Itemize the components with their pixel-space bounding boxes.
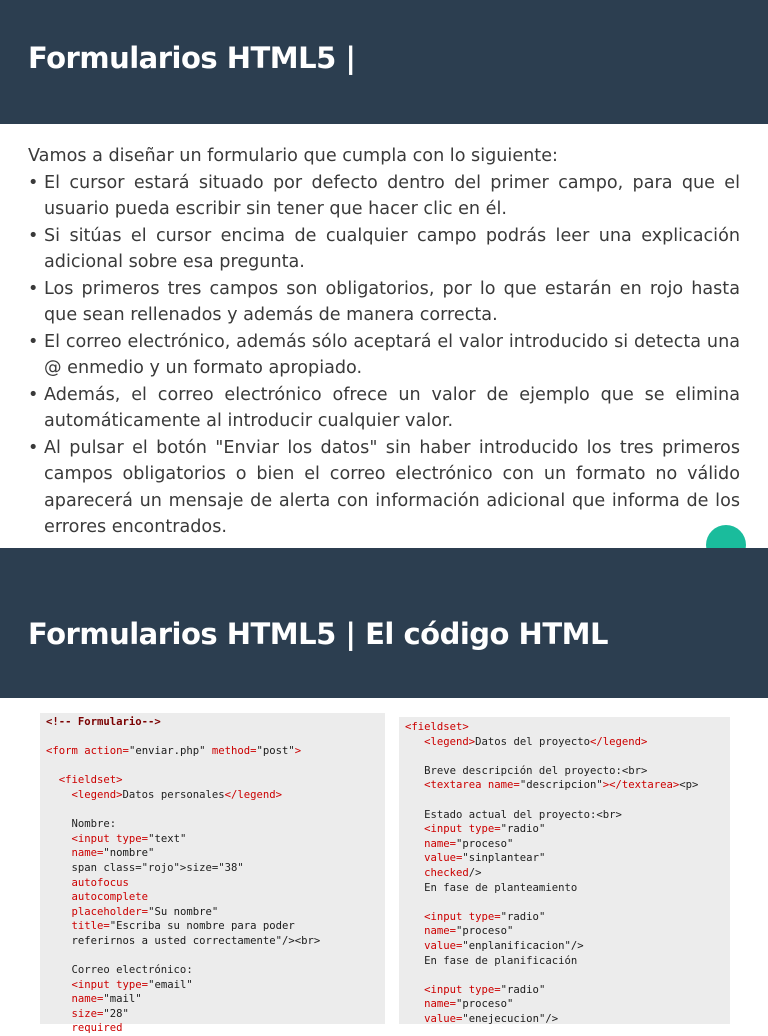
code-token: Datos del proyecto [475, 735, 590, 748]
code-token: "Su nombre" [148, 905, 219, 918]
code-token: type= [116, 832, 149, 845]
code-token: <legend> [46, 788, 123, 801]
code-token: action= [84, 745, 129, 758]
code-token: autofocus [46, 876, 129, 889]
code-line [405, 735, 730, 750]
code-token: name= [405, 998, 457, 1011]
code-line [405, 954, 730, 969]
code-token: "mail" [103, 993, 142, 1006]
code-token: <form [46, 745, 85, 758]
code-token: /> [468, 866, 482, 879]
code-token: "enviar.php" [128, 745, 212, 758]
code-token: name= [405, 837, 457, 850]
code-token: <p> [679, 779, 699, 792]
code-token: type= [468, 823, 501, 836]
code-token: "proceso" [456, 998, 514, 1011]
slide2-title: Formularios HTML5 | El código HTML [28, 617, 608, 651]
code-line [46, 1007, 385, 1022]
code-token: name= [46, 847, 104, 860]
code-line [46, 803, 385, 818]
code-token: <legend> [405, 735, 476, 748]
code-token: <input [405, 910, 469, 923]
code-line [46, 1021, 385, 1036]
code-line [405, 866, 730, 881]
code-token: Estado actual del proyecto:<br> [405, 808, 622, 821]
code-line [46, 730, 385, 745]
code-token: "post" [256, 745, 295, 758]
code-token: value= [405, 1012, 463, 1025]
code-line [46, 846, 385, 861]
intro-paragraph: Vamos a diseñar un formulario que cumpla con lo siguiente: [28, 146, 558, 166]
code-token: <input [46, 832, 117, 845]
code-token: En fase de planteamiento [405, 881, 578, 894]
code-token: "enejecucion"/> [462, 1012, 559, 1025]
code-token: "28" [103, 1007, 129, 1020]
list-item: • El cursor estará situado por defecto dentro del primer campo, para que el usuario pueda escribir sin tener que hacer clic en él. [28, 170, 740, 223]
code-token: "radio" [500, 983, 546, 996]
code-line [46, 876, 385, 891]
code-line [46, 890, 385, 905]
list-item: • Además, el correo electrónico ofrece un valor de ejemplo que se elimina automáticamente al introducir cualquier valor. [28, 382, 740, 435]
code-token: autocomplete [46, 891, 149, 904]
code-token: > [294, 745, 302, 758]
code-line [46, 715, 385, 730]
code-token: "email" [148, 978, 193, 991]
code-token: "enplanificacion"/> [462, 939, 584, 952]
code-line [46, 759, 385, 774]
code-line [46, 905, 385, 920]
code-token: title= [46, 920, 110, 933]
code-token: En fase de planificación [405, 954, 578, 967]
slide2-header [0, 548, 768, 698]
code-token: checked [405, 866, 469, 879]
code-line [405, 778, 730, 793]
list-item: • Si sitúas el cursor encima de cualquier campo podrás leer una explicación adicional sobre esa pregunta. [28, 223, 740, 276]
code-token: <!-- Formulario--> [46, 716, 161, 728]
code-token: "text" [148, 832, 187, 845]
code-line [405, 837, 730, 852]
code-line [405, 793, 730, 808]
code-token: name= [46, 993, 104, 1006]
code-token: "sinplantear" [462, 852, 546, 865]
code-token: method= [211, 745, 257, 758]
code-line [46, 978, 385, 993]
code-token: "nombre" [103, 847, 155, 860]
code-line [46, 934, 385, 949]
slide1-header [0, 0, 768, 124]
slide1-title: Formularios HTML5 | [28, 41, 356, 75]
code-token: "proceso" [456, 837, 514, 850]
code-line [46, 919, 385, 934]
code-token: name= [405, 925, 457, 938]
code-line [405, 749, 730, 764]
list-item: • Los primeros tres campos son obligatorios, por lo que estarán en rojo hasta que sean rellenados y además de manera correcta. [28, 276, 740, 329]
code-token: "descripcion" [519, 779, 603, 792]
code-token: <input [405, 983, 469, 996]
code-token: Nombre: [46, 818, 117, 831]
code-line [405, 983, 730, 998]
requirements-list [28, 170, 740, 541]
code-token: "radio" [500, 823, 546, 836]
code-token: type= [116, 978, 149, 991]
code-line [405, 939, 730, 954]
code-line [46, 832, 385, 847]
code-token: type= [468, 910, 501, 923]
code-block-right [399, 717, 730, 1024]
code-line [46, 963, 385, 978]
code-token: Correo electrónico: [46, 964, 193, 977]
code-line [46, 861, 385, 876]
code-token: "Escriba su nombre para poder [109, 920, 295, 933]
code-line [46, 949, 385, 964]
code-line [46, 788, 385, 803]
code-token: Breve descripción del proyecto:<br> [405, 764, 648, 777]
code-token: value= [405, 939, 463, 952]
code-line [46, 992, 385, 1007]
code-line [405, 997, 730, 1012]
code-token: Datos personales [122, 788, 225, 801]
code-line [405, 881, 730, 896]
code-line [405, 720, 730, 735]
code-token: <fieldset> [46, 774, 123, 787]
code-line [405, 910, 730, 925]
code-line [405, 764, 730, 779]
code-line [405, 822, 730, 837]
code-line [405, 851, 730, 866]
intro-text [28, 143, 740, 541]
code-token: referirnos a usted correctamente"/><br> [46, 934, 321, 947]
code-line [46, 817, 385, 832]
code-line [405, 808, 730, 823]
code-token: </legend> [589, 735, 648, 748]
code-token: placeholder= [46, 905, 149, 918]
code-token: span class="rojo">size="38" [46, 861, 244, 874]
code-block-left [40, 713, 385, 1035]
code-token: size= [46, 1007, 104, 1020]
code-line [405, 968, 730, 983]
code-token: value= [405, 852, 463, 865]
code-token: <fieldset> [405, 721, 469, 733]
code-token: ></textarea> [602, 779, 680, 792]
code-token: required [46, 1022, 123, 1035]
code-token: name= [487, 779, 520, 792]
code-line [405, 895, 730, 910]
list-item: • Al pulsar el botón "Enviar los datos" sin haber introducido los tres primeros campos obligatorios o bien el correo electrónico con un formato no válido aparecerá un mensaje de alerta con información adicional que informa de los errores encontrados. [28, 435, 740, 541]
code-token: "proceso" [456, 925, 514, 938]
code-token: <input [405, 823, 469, 836]
code-line [405, 924, 730, 939]
code-line [46, 773, 385, 788]
code-line [46, 744, 385, 759]
code-token: <input [46, 978, 117, 991]
code-token: "radio" [500, 910, 546, 923]
code-token: </legend> [224, 788, 283, 801]
code-token: type= [468, 983, 501, 996]
code-token: <textarea [405, 779, 488, 792]
list-item: • El correo electrónico, además sólo aceptará el valor introducido si detecta una @ enmedio y un formato apropiado. [28, 329, 740, 382]
code-line [405, 1012, 730, 1027]
